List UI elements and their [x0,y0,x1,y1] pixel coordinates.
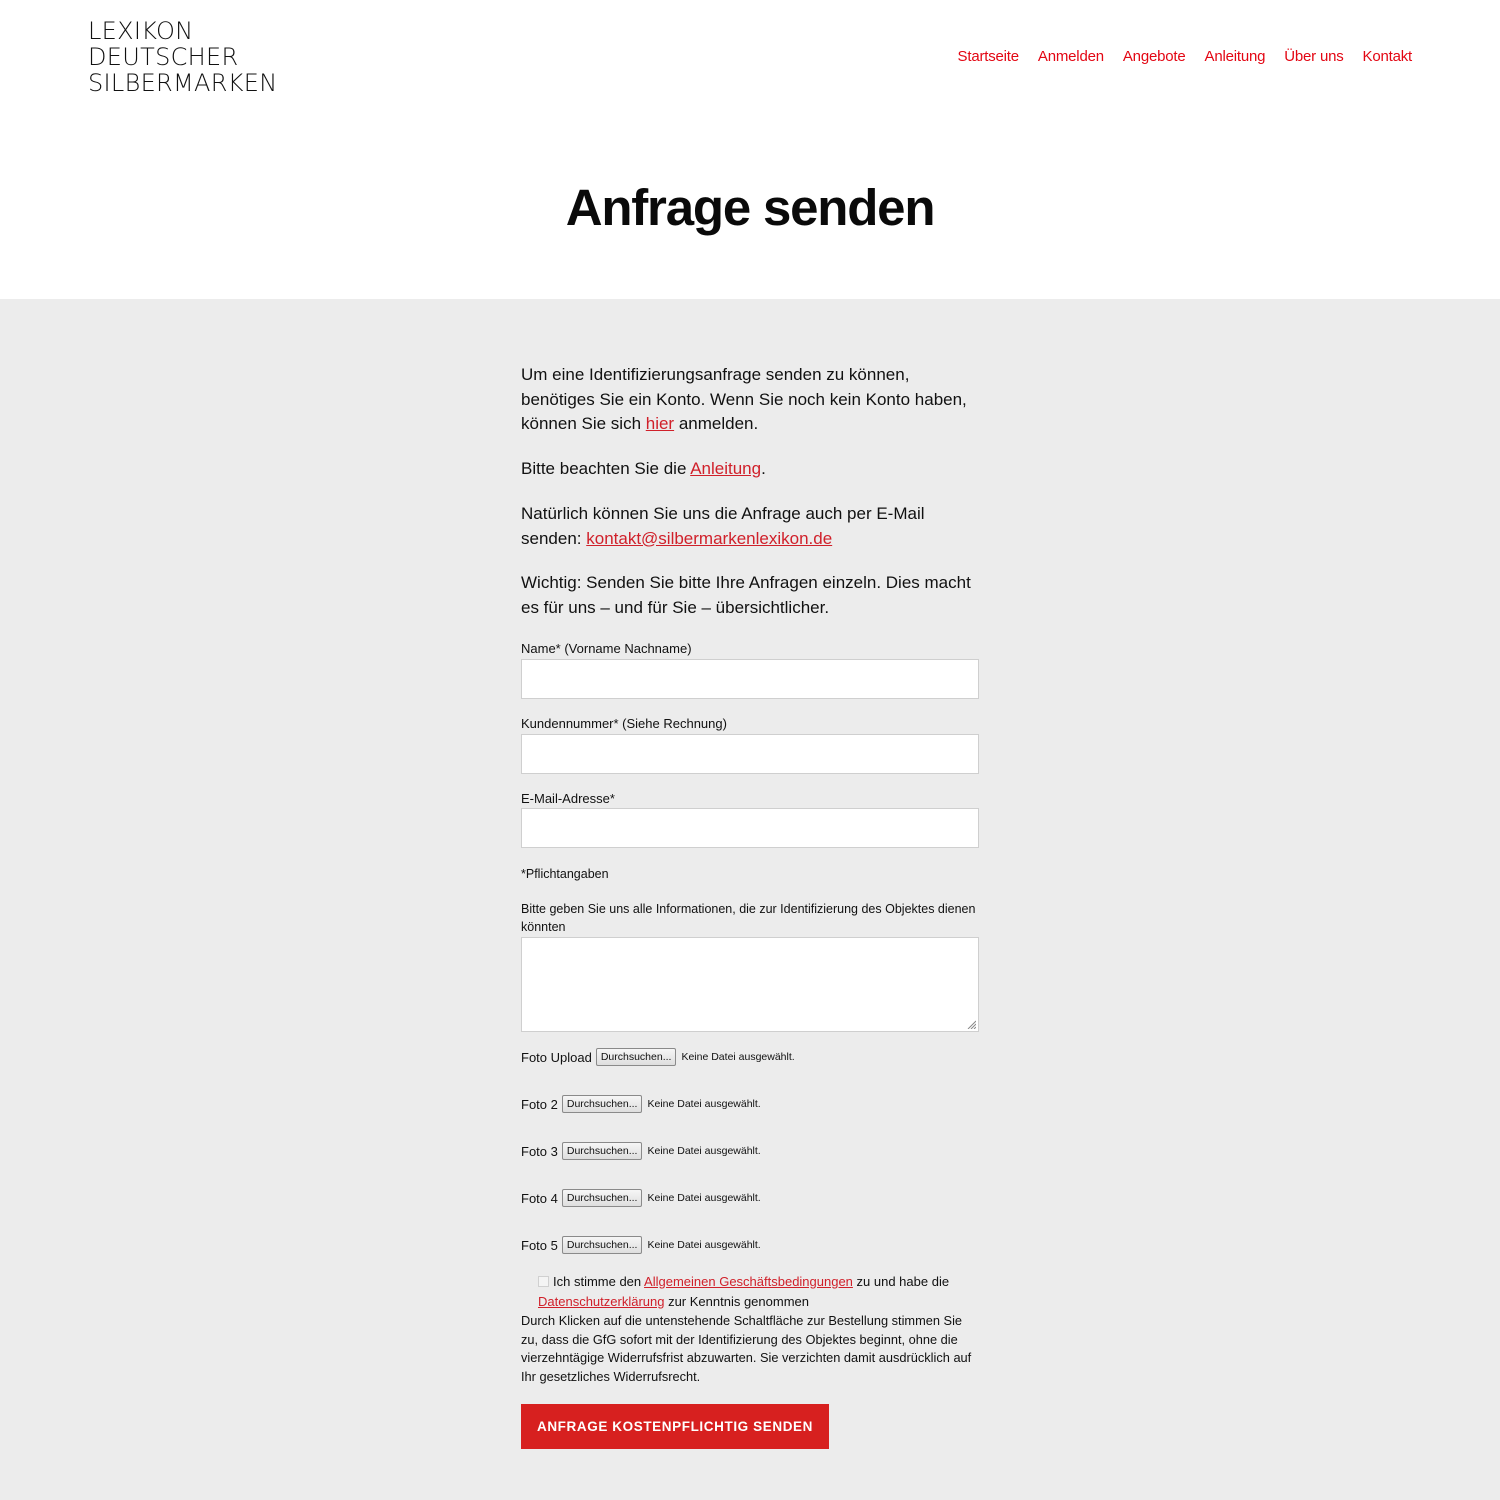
intro-account-text-end: anmelden. [674,414,759,433]
intro-paragraph-email [521,502,979,551]
browse-button-2[interactable]: Durchsuchen... [562,1095,643,1113]
name-label: Name* (Vorname Nachname) [521,641,692,656]
intro-email-text: Natürlich können Sie uns die Anfrage auch per E-Mail senden: [521,504,925,548]
main-nav [958,48,1412,65]
site-header [0,0,1500,120]
browse-button-4[interactable]: Durchsuchen... [562,1189,643,1207]
photo-upload-row-3 [521,1142,761,1160]
intro-account-text: Um eine Identifizierungsanfrage senden zu können, benötiges Sie ein Konto. Wenn Sie noch kein Konto haben, können Sie sich [521,365,967,433]
photo-3-label: Foto 3 [521,1143,558,1159]
photo-2-label: Foto 2 [521,1096,558,1112]
nav-item-startseite[interactable]: Startseite [957,48,1019,65]
logo-line-1: LEXIKON [88,17,194,45]
intro-paragraph-guide [521,457,979,482]
customer-number-label: Kundennummer* (Siehe Rechnung) [521,716,727,731]
logo-line-2: DEUTSCHER [88,43,239,71]
name-input[interactable] [521,659,979,699]
browse-button-1[interactable]: Durchsuchen... [596,1048,677,1066]
resize-handle-icon[interactable] [966,1019,976,1029]
content-area [0,299,1500,1500]
logo-line-3: SILBERMARKEN [88,69,278,97]
photo-upload-label: Foto Upload [521,1049,592,1065]
browse-button-5[interactable]: Durchsuchen... [562,1236,643,1254]
email-input[interactable] [521,808,979,848]
intro-paragraph-important: Wichtig: Senden Sie bitte Ihre Anfragen einzeln. Dies macht es für uns – und für Sie – übersichtlicher. [521,573,971,617]
email-label: E-Mail-Adresse* [521,791,615,806]
site-logo[interactable] [88,18,278,96]
consent-text-end: zur Kenntnis genommen [664,1293,809,1309]
guide-link[interactable]: Anleitung [690,459,762,478]
photo-4-label: Foto 4 [521,1190,558,1206]
info-label: Bitte geben Sie uns alle Informationen, die zur Identifizierung des Objektes dienen könnten [521,902,976,934]
nav-item-angebote[interactable]: Angebote [1122,48,1186,65]
required-note: *Pflichtangaben [521,867,609,881]
nav-item-anmelden[interactable]: Anmelden [1037,48,1104,65]
consent-text-start: Ich stimme den [553,1274,645,1289]
intro-paragraph-account [521,363,979,437]
file-status-5: Keine Datei ausgewählt. [647,1239,761,1251]
terms-consent [538,1272,983,1311]
photo-upload-row-2 [521,1095,761,1113]
terms-checkbox[interactable] [538,1276,549,1287]
info-textarea[interactable] [521,937,979,1032]
file-status-1: Keine Datei ausgewählt. [681,1051,795,1063]
intro-guide-text-end: . [761,459,766,478]
privacy-link[interactable]: Datenschutzerklärung [538,1293,665,1309]
file-status-2: Keine Datei ausgewählt. [647,1098,761,1110]
page-title: Anfrage senden [565,179,935,236]
nav-item-ueber-uns[interactable]: Über uns [1284,48,1344,65]
browse-button-3[interactable]: Durchsuchen... [562,1142,643,1160]
contact-email-link[interactable]: kontakt@silbermarkenlexikon.de [586,528,833,548]
photo-upload-row-1 [521,1048,795,1066]
submit-request-button[interactable]: ANFRAGE KOSTENPFLICHTIG SENDEN [521,1404,829,1449]
nav-item-anleitung[interactable]: Anleitung [1204,48,1266,65]
register-link[interactable]: hier [645,414,675,433]
terms-link[interactable]: Allgemeinen Geschäftsbedingungen [644,1274,853,1289]
file-status-3: Keine Datei ausgewählt. [647,1145,761,1157]
file-status-4: Keine Datei ausgewählt. [647,1192,761,1204]
consent-text-middle: zu und habe die [852,1274,950,1289]
nav-item-kontakt[interactable]: Kontakt [1362,48,1412,65]
photo-5-label: Foto 5 [521,1237,558,1253]
customer-number-input[interactable] [521,734,979,774]
photo-upload-row-5 [521,1236,761,1254]
withdrawal-waiver-text: Durch Klicken auf die untenstehende Schaltfläche zur Bestellung stimmen Sie zu, dass die GfG sofort mit der Identifizierung des Objektes beginnt, ohne die vierzehntägige Widerrufsfrist abzuwarten. Sie verzichten damit ausdrücklich auf Ihr gesetzliches Widerrufsrecht. [521,1313,972,1384]
photo-upload-row-4 [521,1189,761,1207]
intro-guide-text: Bitte beachten Sie die [521,459,691,478]
